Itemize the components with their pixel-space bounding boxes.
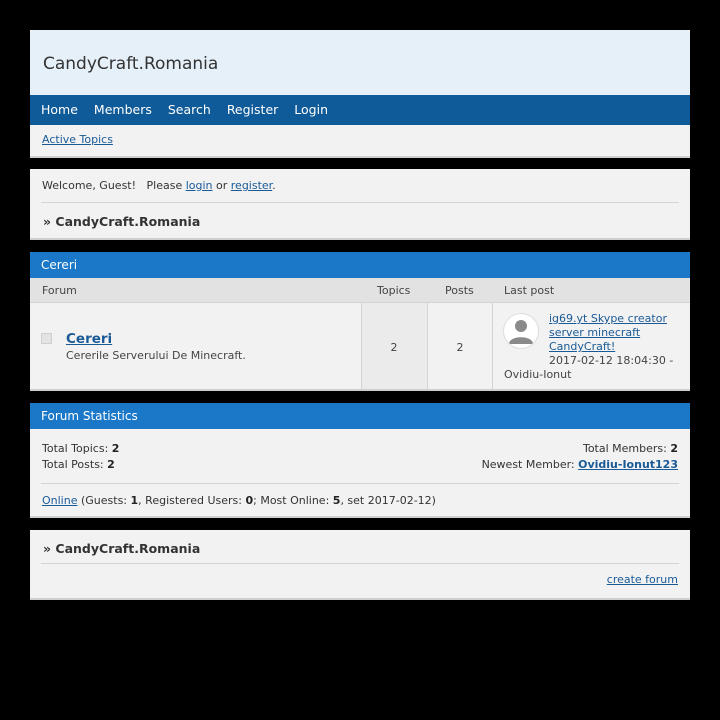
forum-name-link[interactable]: Cereri	[66, 331, 113, 347]
site-title-bar	[30, 30, 690, 95]
main-nav	[30, 95, 690, 125]
category-title[interactable]: Cereri	[30, 252, 690, 278]
online-guests-value: 1	[130, 494, 139, 507]
nav-search[interactable]: Search	[167, 102, 211, 117]
category-cereri	[30, 252, 690, 391]
create-forum-link[interactable]: create forum	[606, 573, 678, 586]
breadcrumb: » CandyCraft.Romania	[43, 214, 201, 229]
site-title[interactable]: CandyCraft.Romania	[43, 54, 219, 74]
nav-register[interactable]: Register	[226, 102, 279, 117]
online-registered-label: , Registered Users:	[138, 494, 246, 507]
online-most-date: , set 2017-02-12)	[340, 494, 436, 507]
total-members-label: Total Members:	[582, 442, 671, 455]
newest-member	[482, 458, 678, 471]
forum-statistics	[30, 403, 690, 518]
last-post-date: 2017-02-12 18:04:30 -	[549, 354, 674, 367]
online-link[interactable]: Online	[42, 494, 78, 507]
col-forum: Forum	[42, 284, 77, 297]
stats-title: Forum Statistics	[30, 403, 690, 429]
total-posts-label: Total Posts:	[42, 458, 108, 471]
welcome-text: Welcome, Guest! Please	[42, 179, 186, 192]
nav-home[interactable]: Home	[41, 102, 78, 117]
online-most-label: ; Most Online:	[253, 494, 333, 507]
login-link[interactable]: login	[185, 179, 213, 192]
divider	[41, 202, 679, 203]
forum-description: Cererile Serverului De Minecraft.	[66, 349, 246, 362]
total-members	[583, 442, 678, 455]
last-post-link[interactable]: ig69.yt Skype creator server minecraft CandyCraft!	[549, 312, 667, 353]
footer-panel	[30, 530, 690, 600]
forum-posts-count: 2	[456, 341, 464, 354]
nav-members[interactable]: Members	[93, 102, 152, 117]
col-topics: Topics	[377, 284, 411, 297]
welcome-message	[42, 179, 276, 192]
total-topics	[42, 442, 119, 455]
forum-table-header	[30, 278, 690, 303]
total-topics-value: 2	[111, 442, 120, 455]
default-avatar-icon[interactable]	[503, 313, 539, 349]
newest-member-label: Newest Member:	[481, 458, 579, 471]
footer-breadcrumb: » CandyCraft.Romania	[43, 541, 201, 556]
last-post-user: Ovidiu-Ionut	[504, 368, 572, 381]
online-registered-value: 0	[245, 494, 254, 507]
total-posts-value: 2	[107, 458, 115, 471]
col-posts: Posts	[445, 284, 474, 297]
nav-login[interactable]: Login	[294, 102, 329, 117]
divider	[41, 483, 679, 484]
forum-read-icon	[41, 333, 52, 344]
total-topics-label: Total Topics:	[42, 442, 112, 455]
online-guests-label: (Guests:	[77, 494, 131, 507]
welcome-panel	[30, 169, 690, 240]
total-members-value: 2	[670, 442, 678, 455]
forum-topics-count: 2	[390, 341, 398, 354]
forum-row	[30, 303, 690, 389]
site-header	[30, 30, 690, 158]
welcome-or: or	[212, 179, 231, 192]
register-link[interactable]: register	[230, 179, 273, 192]
total-posts	[42, 458, 115, 471]
online-most-value: 5	[332, 494, 341, 507]
online-line	[42, 494, 436, 507]
sub-nav	[30, 125, 690, 156]
newest-member-link[interactable]: Ovidiu-Ionut123	[578, 458, 678, 471]
divider	[41, 563, 679, 564]
col-last-post: Last post	[504, 284, 555, 297]
active-topics-link[interactable]: Active Topics	[42, 133, 113, 146]
welcome-end: .	[272, 179, 276, 192]
